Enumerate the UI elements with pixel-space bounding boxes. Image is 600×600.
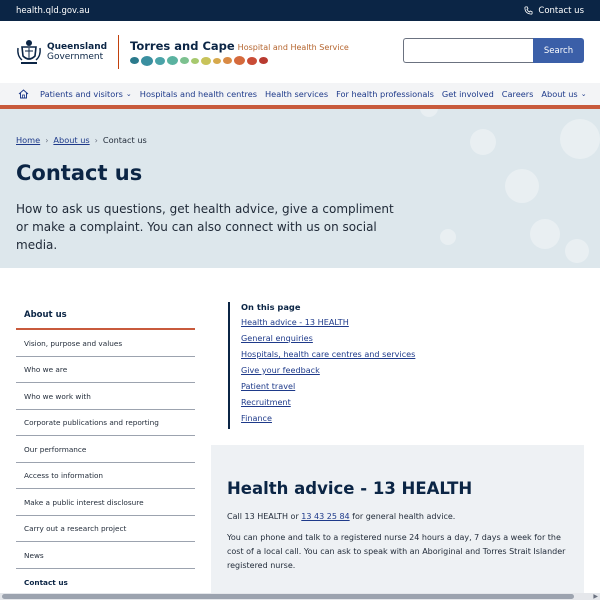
logo-dot: [167, 56, 178, 65]
logo-dot: [223, 57, 232, 64]
sidenav-item-research-project[interactable]: Carry out a research project: [16, 516, 195, 543]
decorative-bubble: [420, 109, 438, 117]
hhs-title: Torres and Cape: [130, 38, 235, 53]
logo-dot: [130, 57, 139, 64]
site-domain-link[interactable]: health.qld.gov.au: [16, 5, 90, 16]
sidenav-item-access-to-information[interactable]: Access to information: [16, 463, 195, 490]
scrollbar-thumb[interactable]: [2, 594, 574, 599]
anchor-general-enquiries[interactable]: General enquiries: [241, 333, 313, 343]
nav-label: Careers: [501, 89, 534, 99]
text-fragment: Call 13 HEALTH or: [227, 512, 302, 521]
hhs-subtitle: Hospital and Health Service: [237, 42, 349, 52]
search-form: [403, 38, 584, 63]
nav-hospitals[interactable]: [136, 89, 261, 99]
logo-dot: [180, 57, 189, 64]
decorative-bubble: [530, 219, 560, 249]
nav-health-professionals[interactable]: [332, 89, 438, 99]
nav-label: Hospitals and health centres: [139, 89, 258, 99]
contact-us-label: Contact us: [538, 5, 584, 16]
sidenav-item-our-performance[interactable]: Our performance: [16, 436, 195, 463]
phone-icon: [524, 6, 533, 15]
anchor-hospitals-services[interactable]: Hospitals, health care centres and services: [241, 349, 416, 359]
search-input[interactable]: [403, 38, 533, 63]
qld-crest-icon: [16, 38, 42, 66]
nav-label: For health professionals: [336, 89, 434, 99]
sidenav-item-news[interactable]: News: [16, 542, 195, 569]
logo-dot: [247, 57, 257, 65]
anchor-patient-travel[interactable]: Patient travel: [241, 381, 296, 391]
logo-dot: [213, 58, 221, 64]
breadcrumb: [16, 135, 584, 145]
hero-banner: [0, 109, 600, 268]
nav-label: Patients and visitors: [40, 89, 123, 99]
text-fragment: for general health advice.: [349, 512, 456, 521]
sidenav-heading[interactable]: About us: [16, 302, 195, 330]
breadcrumb-about-us[interactable]: About us: [53, 135, 90, 145]
logo-divider: [118, 35, 119, 69]
anchor-recruitment[interactable]: Recruitment: [241, 397, 291, 407]
health-advice-heading: Health advice - 13 HEALTH: [227, 479, 473, 498]
sidenav-item-who-we-work-with[interactable]: Who we work with: [16, 383, 195, 410]
anchor-feedback[interactable]: Give your feedback: [241, 365, 320, 375]
sidenav-item-public-interest-disclosure[interactable]: Make a public interest disclosure: [16, 489, 195, 516]
decorative-bubble: [440, 229, 456, 245]
anchor-finance[interactable]: Finance: [241, 413, 272, 423]
topbar-contact-link[interactable]: [524, 6, 584, 16]
nav-get-involved[interactable]: [438, 89, 498, 99]
logo-dot: [234, 56, 245, 65]
breadcrumb-home[interactable]: Home: [16, 135, 41, 145]
logo-dot: [191, 58, 199, 64]
nav-label: About us: [541, 89, 578, 99]
scroll-right-arrow-icon[interactable]: ▶: [593, 593, 598, 600]
on-this-page: [228, 302, 415, 429]
queensland-government-logo[interactable]: [16, 38, 107, 66]
health-advice-section: [211, 445, 584, 600]
sidenav-item-contact-us[interactable]: Contact us: [24, 577, 68, 587]
sidenav-item-who-we-are[interactable]: Who we are: [16, 357, 195, 384]
nav-health-services[interactable]: [261, 89, 332, 99]
phone-number-link[interactable]: 13 43 25 84: [301, 512, 350, 521]
top-bar: [0, 0, 600, 21]
nav-patients-visitors[interactable]: [36, 89, 136, 99]
main-content: [0, 268, 600, 600]
chevron-right-icon: ›: [45, 135, 49, 145]
on-this-page-heading: On this page: [241, 302, 301, 312]
sidenav-item-corporate-publications[interactable]: Corporate publications and reporting: [16, 410, 195, 437]
site-header: [0, 21, 600, 83]
nav-careers[interactable]: [498, 89, 538, 99]
horizontal-scrollbar[interactable]: [0, 593, 600, 600]
chevron-right-icon: ›: [94, 135, 98, 145]
main-navigation: [0, 83, 600, 109]
search-button[interactable]: Search: [533, 38, 584, 63]
logo-dot: [141, 56, 153, 66]
logo-dot: [155, 57, 165, 65]
chevron-down-icon: ⌄: [125, 90, 132, 98]
page-title: Contact us: [16, 161, 143, 185]
nav-label: Get involved: [441, 89, 494, 99]
decorative-bubble: [565, 239, 589, 263]
qld-name: Queensland: [47, 41, 108, 52]
nav-label: Health services: [265, 89, 329, 99]
nav-about-us[interactable]: [537, 89, 590, 99]
logo-dot: [201, 57, 211, 65]
chevron-down-icon: ⌄: [580, 90, 587, 98]
logo-dot: [259, 57, 268, 64]
health-advice-details: You can phone and talk to a registered nurse 24 hours a day, 7 days a week for the cost of a local call. You can ask to speak with an Aboriginal and Torres Strait Islander registered nurse.: [227, 533, 566, 570]
anchor-health-advice[interactable]: Health advice - 13 HEALTH: [241, 317, 349, 327]
torres-cape-logo[interactable]: [130, 39, 349, 66]
side-navigation: [16, 302, 195, 595]
sidenav-item-vision[interactable]: Vision, purpose and values: [16, 330, 195, 357]
breadcrumb-current: Contact us: [102, 135, 147, 145]
page-intro: How to ask us questions, get health advice, give a compliment or make a complaint. You can also connect with us on social media.: [16, 202, 394, 252]
qld-government-label: Government: [47, 52, 104, 62]
health-advice-intro: [227, 510, 568, 524]
home-icon[interactable]: [18, 89, 29, 99]
logo-dots: [130, 56, 349, 66]
